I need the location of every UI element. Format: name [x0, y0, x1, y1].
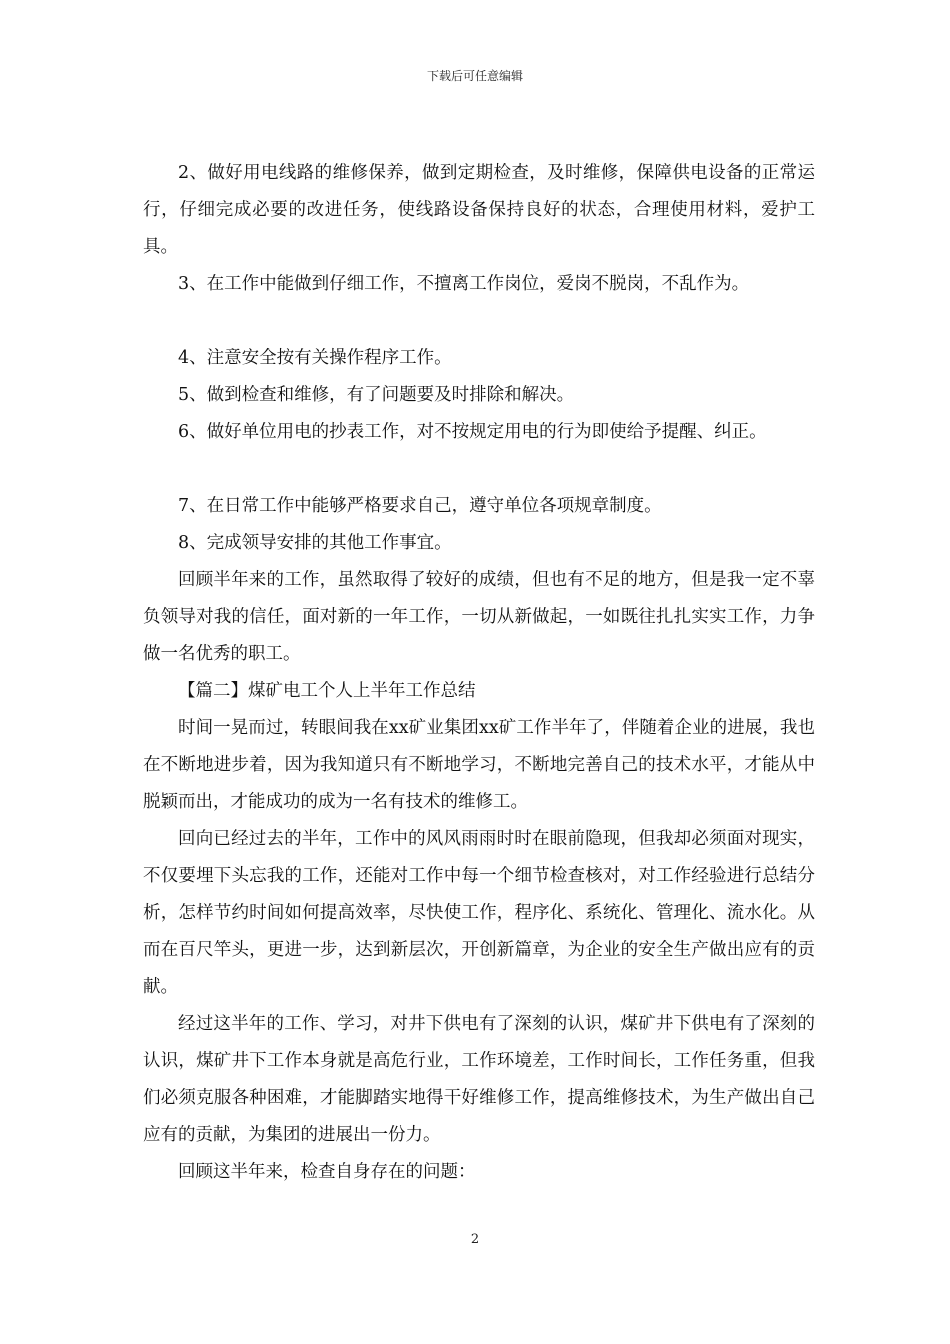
paragraph-item-3: 3、在工作中能做到仔细工作，不擅离工作岗位，爱岗不脱岗，不乱作为。 [178, 274, 750, 294]
blank-line [143, 303, 815, 340]
paragraph-item-4: 4、注意安全按有关操作程序工作。 [178, 348, 452, 368]
paragraph-item-6: 6、做好单位用电的抄表工作，对不按规定用电的行为即使给予提醒、纠正。 [178, 422, 767, 442]
paragraph-problems: 回顾这半年来，检查自身存在的问题： [178, 1162, 476, 1182]
paragraph-item-8: 8、完成领导安排的其他工作事宜。 [178, 533, 452, 553]
document-body [143, 155, 815, 1191]
paragraph-item-7: 7、在日常工作中能够严格要求自己，遵守单位各项规章制度。 [178, 496, 662, 516]
blank-line [143, 451, 815, 488]
paragraph-retrospect: 回向已经过去的半年，工作中的风风雨雨时时在眼前隐现，但我却必须面对现实，不仅要埋下头忘我的工作，还能对工作中每一个细节检查核对，对工作经验进行总结分析，怎样节约时间如何提高效率，尽快使工作，程序化、系统化、管理化、流水化。从而在百尺竿头，更进一步，达到新层次，开创新篇章，为企业的安全生产做出应有的贡献。 [143, 829, 815, 997]
section-heading: 【篇二】煤矿电工个人上半年工作总结 [178, 681, 476, 701]
paragraph-item-2: 2、做好用电线路的维修保养，做到定期检查，及时维修，保障供电设备的正常运行，仔细完成必要的改进任务，使线路设备保持良好的状态，合理使用材料，爱护工具。 [143, 163, 815, 257]
paragraph-understanding: 经过这半年的工作、学习，对井下供电有了深刻的认识，煤矿井下供电有了深刻的认识，煤矿井下工作本身就是高危行业，工作环境差，工作时间长，工作任务重，但我们必须克服各种困难，才能脚踏实地得干好维修工作，提高维修技术，为生产做出自己应有的贡献，为集团的进展出一份力。 [143, 1014, 815, 1145]
paragraph-review: 回顾半年来的工作，虽然取得了较好的成绩，但也有不足的地方，但是我一定不辜负领导对我的信任，面对新的一年工作，一切从新做起，一如既往扎扎实实工作，力争做一名优秀的职工。 [143, 570, 815, 664]
page-header: 下载后可任意编辑 [426, 69, 523, 83]
paragraph-intro: 时间一晃而过，转眼间我在xx矿业集团xx矿工作半年了，伴随着企业的进展，我也在不断地进步着，因为我知道只有不断地学习，不断地完善自己的技术水平，才能从中脱颖而出，才能成功的成为一名有技术的维修工。 [143, 718, 815, 812]
page-number: 2 [470, 1232, 480, 1247]
paragraph-item-5: 5、做到检查和维修，有了问题要及时排除和解决。 [178, 385, 575, 405]
